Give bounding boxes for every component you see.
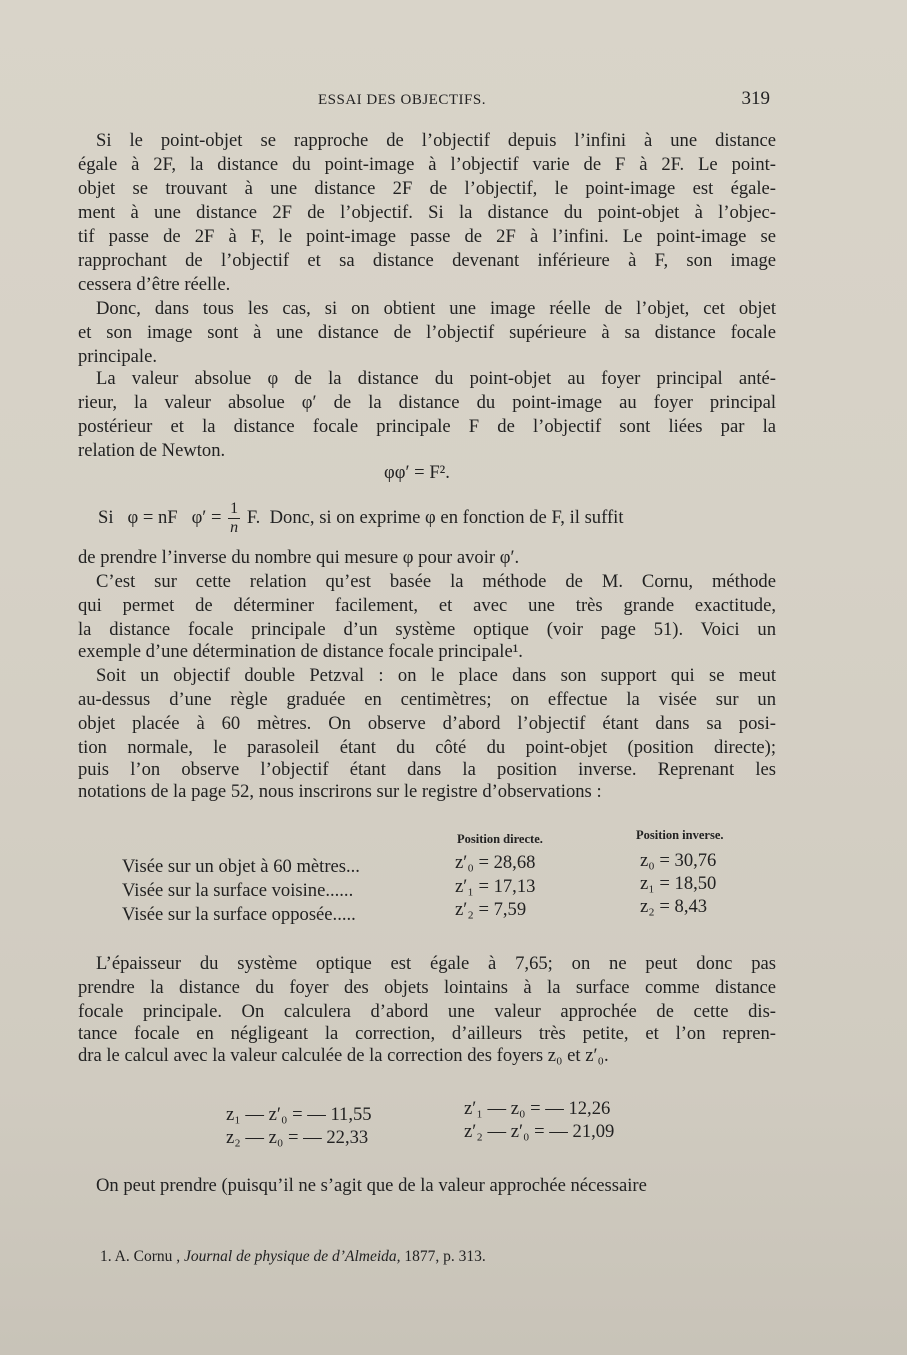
text-line: rapprochant de l’objectif et sa distance devenant inférieure à F, son image — [78, 250, 776, 271]
text-line: exemple d’une détermination de distance focale principale¹. — [78, 641, 523, 662]
text-line: égale à 2F, la distance du point-image à l’objectif varie de F à 2F. Le point- — [78, 154, 776, 175]
running-head: ESSAI DES OBJECTIFS. — [318, 92, 486, 108]
fraction-denominator: n — [230, 519, 239, 536]
text-line: objet placée à 60 mètres. On observe d’abord l’objectif étant dans sa posi- — [78, 713, 776, 734]
footnote-details: 1877, p. 313. — [404, 1248, 486, 1265]
text-line: cessera d’être réelle. — [78, 274, 231, 295]
difference-formula: z′₁ — z₀ = — 12,26 — [464, 1098, 611, 1119]
table-cell-direct: z′₂ = 7,59 — [455, 899, 527, 920]
table-cell-inverse: z₂ = 8,43 — [640, 896, 708, 917]
si-prefix: Si — [98, 506, 114, 528]
table-row-label: Visée sur la surface voisine...... — [122, 880, 354, 901]
footnote-journal: Journal de physique de d’Almeida, — [183, 1248, 401, 1265]
text-line: qui permet de déterminer facilement, et avec une très grande exactitude, — [78, 595, 776, 616]
eq-phi-prime-rhs: F. — [246, 506, 261, 528]
text-line: dra le calcul avec la valeur calculée de la correction des foyers z₀ et z′₀. — [78, 1045, 609, 1066]
text-line: objet se trouvant à une distance 2F de l’objectif, le point-image est égale- — [78, 178, 776, 199]
difference-formula: z₂ — z₀ = — 22,33 — [226, 1127, 369, 1148]
table-cell-direct: z′₀ = 28,68 — [455, 852, 536, 873]
table-cell-inverse: z₁ = 18,50 — [640, 873, 717, 894]
text-line: notations de la page 52, nous inscrirons sur le registre d’observations : — [78, 781, 602, 802]
table-cell-direct: z′₁ = 17,13 — [455, 876, 536, 897]
text-line: de prendre l’inverse du nombre qui mesure φ pour avoir φ′. — [78, 547, 520, 568]
eq-phi-nF: φ = nF — [127, 506, 178, 528]
eq-phi-prime-lhs: φ′ = — [191, 506, 222, 528]
text-line: La valeur absolue φ de la distance du point-objet au foyer principal anté- — [96, 368, 776, 389]
fraction-numerator: 1 — [230, 500, 239, 517]
difference-formula: z′₂ — z′₀ = — 21,09 — [464, 1121, 615, 1142]
text-line: On peut prendre (puisqu’il ne s’agit que de la valeur approchée nécessaire — [96, 1175, 647, 1196]
table-row-label: Visée sur la surface opposée..... — [122, 904, 356, 925]
text-line: la distance focale principale d’un système optique (voir page 51). Voici un — [78, 619, 776, 640]
text-line: L’épaisseur du système optique est égale à 7,65; on ne peut donc pas — [96, 953, 776, 974]
text-line: tance focale en négligeant la correction, d’ailleurs très petite, et l’on repren- — [78, 1023, 776, 1044]
footnote-author: A. Cornu , — [114, 1248, 181, 1265]
text-line: puis l’on observe l’objectif étant dans la position inverse. Reprenant les — [78, 759, 776, 780]
text-line: focale principale. On calculera d’abord une valeur approchée de cette dis- — [78, 1001, 776, 1022]
text-line: au-dessus d’une règle graduée en centimètres; on effectue la visée sur un — [78, 689, 776, 710]
footnote-number: 1. — [100, 1248, 112, 1265]
footnote — [100, 1248, 486, 1266]
difference-formula: z₁ — z′₀ = — 11,55 — [226, 1104, 372, 1125]
text-line: Soit un objectif double Petzval : on le place dans son support qui se meut — [96, 665, 776, 686]
page-header — [78, 88, 778, 114]
text-line: rieur, la valeur absolue φ′ de la distance du point-image au foyer principal — [78, 392, 776, 413]
text-line: Donc, dans tous les cas, si on obtient une image réelle de l’objet, cet objet — [96, 298, 776, 319]
text-line: relation de Newton. — [78, 440, 226, 461]
text-line: Si le point-objet se rapproche de l’objectif depuis l’infini à une distance — [96, 130, 776, 151]
table-row-label: Visée sur un objet à 60 mètres... — [122, 856, 360, 877]
newton-formula: φφ′ = F². — [384, 462, 450, 483]
text-line: tif passe de 2F à F, le point-image passe de 2F à l’infini. Le point-image se — [78, 226, 776, 247]
fraction-1-over-n — [228, 500, 240, 537]
text-line: tion normale, le parasoleil étant du côté du point-objet (position directe); — [78, 737, 776, 758]
text-line: principale. — [78, 346, 157, 367]
si-formula-line — [98, 500, 776, 537]
text-line: et son image sont à une distance de l’objectif supérieure à sa distance focale — [78, 322, 776, 343]
si-line-text: Donc, si on exprime φ en fonction de F, il suffit — [269, 506, 624, 528]
column-header-direct: Position directe. — [457, 832, 543, 846]
page-number: 319 — [741, 88, 770, 109]
text-line: prendre la distance du foyer des objets lointains à la surface comme distance — [78, 977, 776, 998]
text-line: ment à une distance 2F de l’objectif. Si la distance du point-objet à l’objec- — [78, 202, 776, 223]
text-line: C’est sur cette relation qu’est basée la méthode de M. Cornu, méthode — [96, 571, 776, 592]
column-header-inverse: Position inverse. — [636, 828, 724, 842]
text-line: postérieur et la distance focale principale F de l’objectif sont liées par la — [78, 416, 776, 437]
table-cell-inverse: z₀ = 30,76 — [640, 850, 717, 871]
